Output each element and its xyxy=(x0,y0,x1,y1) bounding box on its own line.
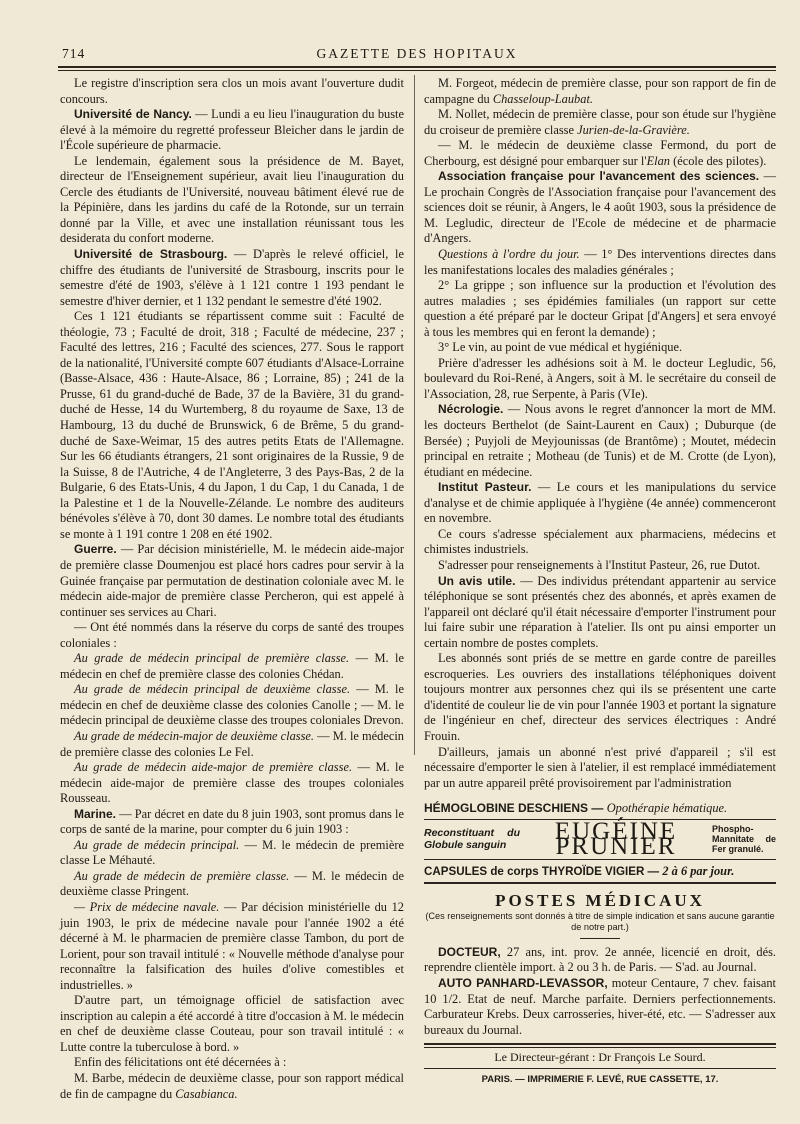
text: — M. le médecin en chef de deuxième classe des colonies Canolle ; — M. le médecin principal de deuxième classe des troupes coloniales Drevon. xyxy=(60,682,404,728)
text: M. Nollet, médecin de première classe, pour son étude sur l'hygiène du croiseur de première classe xyxy=(424,107,776,137)
ad-text: CAPSULES de corps THYROÏDE VIGIER — xyxy=(424,864,663,878)
page-header xyxy=(58,46,776,66)
printer-line: PARIS. — IMPRIMERIE F. LEVÉ, RUE CASSETTE, 17. xyxy=(481,1073,719,1085)
text: — M. le médecin de deuxième classe Pringent. xyxy=(60,868,404,899)
italic-text: Au grade de médecin principal. xyxy=(74,837,240,852)
article-text: — Nous avons le regret d'annoncer la mort de MM. les docteurs Berthelot (de Saint-Laurent en Caux) ; Duburque (de Bersée) ; Puyjoli de Meyjounissas (de Brantôme) ; Moutet, médecin principal en retraite ; Motheau (de Tunis) et de M. Crotte (de Lyon), étudiant en médecine. xyxy=(424,402,776,479)
italic-text: Questions à l'ordre du jour. xyxy=(438,247,580,262)
paragraph: 2° La grippe ; son influence sur la production et l'évolution des autres maladies ; ses épidémies familiales (un rapport sur cette question a été préparé par le docteur Gripat [d'Angers] et sera envoyé à tous les membres qui en feront la demande) ; xyxy=(424,278,776,339)
article-text: — Lundi a eu lieu l'inauguration du buste élevé à la mémoire du regretté professeur Bleicher dans le jardin de l'École supérieure de pharmacie. xyxy=(60,107,404,153)
article-association xyxy=(424,169,776,247)
ad-text: HÉMOGLOBINE DESCHIENS — xyxy=(424,801,607,816)
section-note: (Ces renseignements sont donnés à titre de simple indication et sans aucune garantie de notre part.) xyxy=(425,910,775,932)
text: M. Barbe, médecin de deuxième classe, pour son rapport médical de fin de campagne du xyxy=(60,1071,404,1101)
article-heading: Guerre. xyxy=(74,542,117,557)
article-heading: Institut Pasteur. xyxy=(438,480,532,495)
signature-line: Le Directeur-gérant : Dr François Le Sourd. xyxy=(424,1050,776,1069)
paragraph: Ces 1 121 étudiants se répartissent comme suit : Faculté de théologie, 73 ; Faculté de droit, 318 ; Faculté de médecine, 237 ; Faculté des lettres, 216 ; Faculté des sciences, 277. Sous le rapport de la nationalité, l'Université compte 607 étudiants d'Alsace-Lorraine (Basse-Alsace, 436 : Haute-Alsace, 86 ; Lorraine, 85) ; 241 de la Prusse, 61 du grand-duché de Bade, 37 de la Bavière, 31 du grand-duché de Hesse, 14 du Wurtemberg, 8 du royaume de Saxe, 13 de Hambourg, 13 du duché de Brunswick, 6 de Brême, 5 du grand-duché de Saxe-Weimar, 15 des autres petits Etats de l'Allemagne. Sur les 66 étudiants étrangers, 21 sont originaires de la Russie, 9 de la Suisse, 8 de l'Autriche, 4 de l'Angleterre, 3 des Pays-Bas, 2 de la Bulgarie, 6 des Etats-Unis, 4 du Japon, 1 du Cap, 1 du Canada, 1 de la Palestine et 1 de la Nouvelle-Zélande. Le nombre des auditeurs bénévoles s'élève à 70, dont 30 dames. Le nombre total des étudiants se monte à 1 191 contre 1 208 en été 1902. xyxy=(60,309,404,541)
paragraph: Le lendemain, également sous la présidence de M. Bayet, directeur de l'Enseignement supérieur, avait lieu l'inauguration du Cercle des étudiants de l'Université, nouveau bâtiment élevé rue de la Pépinière, dans les jardins du café de la Rotonde, sur un terrain donné par la Ville, et avec une installation réunissant tous les desiderata du confort moderne. xyxy=(60,153,404,246)
italic-text: Au grade de médecin principal de première classe. xyxy=(74,651,350,666)
text: M. Forgeot, médecin de première classe, pour son rapport de fin de campagne du xyxy=(424,76,776,106)
ad-tagline: Reconstituant du Globule sanguin xyxy=(424,827,520,852)
classified-ad xyxy=(424,976,776,1038)
ad-capsules xyxy=(424,864,776,885)
paragraph: Le registre d'inscription sera clos un mois avant l'ouverture dudit concours. xyxy=(60,76,404,106)
paragraph: Les abonnés sont priés de se mettre en garde contre de pareilles escroqueries. Les ouvriers des installations téléphoniques doivent toujours montrer aux personnes chez qui ils se présentent une carte d'identité de couleur lie de vin pour l'année 1903 et portant la signature de l'ingénieur en chef, directeur des services électriques : André Frouin. xyxy=(424,651,776,743)
header-rule-thin xyxy=(58,70,776,71)
article-text: — Par décret en date du 8 juin 1903, sont promus dans le corps de santé de la marine, pour compter du 6 juin 1903 : xyxy=(60,806,404,837)
paragraph xyxy=(60,900,404,993)
paragraph: D'ailleurs, jamais un abonné n'est privé d'appareil ; s'il est nécessaire d'emporter le sien à l'atelier, il est remplacé immédiatement par un autre appareil prêté provisoirement par l'administration xyxy=(424,744,776,790)
article-heading: Un avis utile. xyxy=(438,573,516,588)
left-column xyxy=(60,76,404,1102)
paragraph xyxy=(424,76,776,107)
italic-text: Au grade de médecin-major de deuxième classe. xyxy=(74,728,315,743)
article-heading: Association française pour l'avancement des sciences. xyxy=(438,169,760,184)
article-avis xyxy=(424,574,776,652)
text: — M. le médecin en chef de première classe des colonies Chédan. xyxy=(60,651,404,681)
classified-heading: AUTO PANHARD-LEVASSOR, xyxy=(438,975,608,990)
paragraph xyxy=(424,247,776,278)
italic-text: Au grade de médecin principal de deuxième classe. xyxy=(74,682,351,697)
divider xyxy=(580,938,620,939)
italic-text: Chasseloup-Laubat. xyxy=(492,91,593,106)
text: — M. le médecin aide-major de première classe des troupes coloniales Rousseau. xyxy=(60,760,404,806)
text: — M. le médecin de première classe des colonies Le Fel. xyxy=(60,728,404,759)
article-text: — Par décision ministérielle, M. le médecin aide-major de première classe Doumenjou est placé hors cadres pour servir à la Guinée française par permutation de destination coloniale avec M. le médecin aide-major de première classe Percheron, qui est appelé à continuer ses services au Chari. xyxy=(60,542,404,619)
paragraph xyxy=(60,869,404,900)
right-column xyxy=(424,76,776,1087)
newspaper-title: GAZETTE DES HOPITAUX xyxy=(316,46,518,61)
text: — M. le médecin de deuxième classe Fermond, du port de Cherbourg, est désigné pour embarquer sur l' xyxy=(424,138,776,168)
article-necrologie xyxy=(424,402,776,480)
italic-text: Au grade de médecin aide-major de première classe. xyxy=(74,760,353,775)
ad-eugeine-prunier xyxy=(424,817,776,861)
article-pasteur xyxy=(424,480,776,527)
article-heading: Université de Nancy. xyxy=(74,107,192,122)
paragraph xyxy=(60,682,404,729)
page-number: 714 xyxy=(62,46,86,61)
column-divider xyxy=(414,75,415,755)
section-title-postes: POSTES MÉDICAUX xyxy=(495,891,705,911)
article-heading: Nécrologie. xyxy=(438,402,504,417)
classified-text: 27 ans, int. prov. 2e année, licencié en droit, dés. reprendre clientèle import. à 2 ou 3 h. de Paris. — S'ad. au Journal. xyxy=(424,944,776,975)
article-guerre xyxy=(60,542,404,620)
article-text: — Des individus prétendant appartenir au service téléphonique se sont présentés chez des abonnés, et après examen de l'appareil ont déclaré qu'il était nécessaire d'emporter l'instrument pour lui faire subir une réparation à l'atelier. Ils ont pu ainsi emporter un certain nombre de postes complets. xyxy=(424,573,776,650)
text: — 1° Des interventions directes dans les manifestations locales des maladies générales ; xyxy=(424,247,776,277)
italic-text: Elan xyxy=(646,153,670,168)
paragraph: Prière d'adresser les adhésions soit à M. le docteur Legludic, 56, boulevard du Roi-René, à Angers, soit à M. le secrétaire du conseil de l'Association, 28, rue Serpente, à Paris (VIe). xyxy=(424,355,776,401)
paragraph xyxy=(60,760,404,807)
italic-text: Casabianca. xyxy=(175,1086,238,1101)
paragraph xyxy=(60,651,404,682)
classified-text: moteur Centaure, 7 chev. faisant 10 1/2. Etat de neuf. Marche parfaite. Derniers perfectionnements. Carburateur Krebs. Deux carrosseries, hiver-été, etc. — S'adresser aux bureaux du Journal. xyxy=(424,975,776,1037)
paragraph xyxy=(60,729,404,760)
article-heading: Université de Strasbourg. xyxy=(74,247,228,262)
paragraph: 3° Le vin, au point de vue médical et hygiénique. xyxy=(438,340,683,355)
text: (école des pilotes). xyxy=(669,153,767,168)
ad-italic-text: 2 à 6 par jour. xyxy=(662,863,735,878)
article-nancy xyxy=(60,107,404,154)
ad-product: Phospho-Mannitate de Fer granulé. xyxy=(712,824,776,855)
italic-text: — Prix de médecine navale. xyxy=(74,899,220,914)
article-heading: Marine. xyxy=(74,806,117,821)
text: — Par décision ministérielle du 12 juin 1903, le prix de médecine navale pour l'année 1902 a été décerné à M. le pharmacien de première classe Tambon, du port de Lorient, pour son travail intitulé : « Nouvelle méthode d'analyse pour reconnaître la falsification des huiles d'olive comestibles et industrielles. » xyxy=(60,899,404,992)
paragraph xyxy=(424,107,776,138)
article-marine xyxy=(60,807,404,838)
paragraph xyxy=(60,838,404,869)
footer-rule xyxy=(424,1043,776,1048)
paragraph: Enfin des félicitations ont été décernées à : xyxy=(74,1055,287,1070)
article-text: — D'après le relevé officiel, le chiffre des étudiants de l'université de Strasbourg, inscrits pour le semestre d'été de 1903, s'élève à 1 121 contre 1 193 pendant le semestre d'hiver dernier, et 1 132 pendant le semestre d'été 1902. xyxy=(60,247,404,308)
paragraph: S'adresser pour renseignements à l'Institut Pasteur, 26, rue Dutot. xyxy=(438,557,761,572)
classified-heading: DOCTEUR, xyxy=(438,944,501,959)
article-text: — Le cours et les manipulations du service d'analyse et de chimie appliquée à l'hygiène (4e année) commenceront en novembre. xyxy=(424,480,776,526)
paragraph: D'autre part, un témoignage officiel de satisfaction avec inscription au calepin a été accordé à titre d'occasion à M. le médecin en chef de deuxième classe Couteau, pour son travail intitulé : « Lutte contre la tuberculose à bord. » xyxy=(60,993,404,1054)
ad-italic-text: Opothérapie hématique. xyxy=(606,801,728,816)
header-rule-thick xyxy=(58,66,776,68)
article-text: — Le prochain Congrès de l'Association française pour l'avancement des sciences doit se réunir, à Angers, le 4 août 1903, sous la présidence de M. Legludic, directeur de l'Ecole de médecine et de pharmacie d'Angers. xyxy=(424,169,776,246)
paragraph xyxy=(424,138,776,169)
text: — M. le médecin de première classe Le Méhauté. xyxy=(60,837,404,868)
paragraph: — Ont été nommés dans la réserve du corps de santé des troupes coloniales : xyxy=(60,620,404,650)
classified-ad xyxy=(424,945,776,976)
paragraph: Ce cours s'adresse spécialement aux pharmaciens, médecins et chimistes industriels. xyxy=(424,526,776,557)
ad-brand: EUGÉINE PRUNIER xyxy=(554,817,678,861)
italic-text: Au grade de médecin de première classe. xyxy=(74,868,290,883)
paragraph xyxy=(60,1071,404,1102)
ad-hemoglobine xyxy=(424,801,776,820)
article-strasbourg xyxy=(60,247,404,309)
italic-text: Jurien-de-la-Gravière. xyxy=(577,122,690,137)
